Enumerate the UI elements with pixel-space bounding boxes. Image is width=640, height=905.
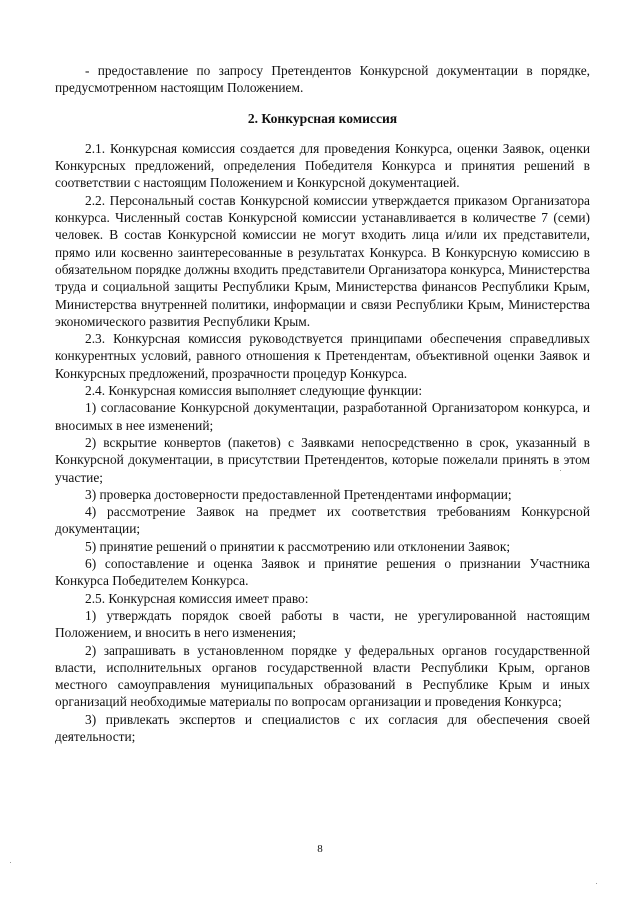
document-body [55, 62, 590, 745]
list-item-2-5-1: 1) утверждать порядок своей работы в части, не урегулированной настоящим Положением, и вносить в него изменения; [55, 607, 590, 641]
paragraph-2-4: 2.4. Конкурсная комиссия выполняет следующие функции: [85, 383, 423, 399]
list-item-2-5-2: 2) запрашивать в установленном порядке у федеральных органов государственной власти, исполнительных органов государственной власти Республики Крым, органов местного самоуправления муниципальных образований в Республике Крым и иных организаций необходимые материалы по вопросам организации и проведения Конкурса; [55, 642, 590, 710]
list-item-2-5-3: 3) привлекать экспертов и специалистов с их согласия для обеспечения своей деятельности; [55, 711, 590, 744]
page-number: 8 [317, 843, 323, 855]
paragraph-2-2: 2.2. Персональный состав Конкурсной комиссии утверждается приказом Организатора конкурса. Численный состав Конкурсной комиссии устанавливается в количестве 7 (семи) человек. В состав Конкурсной комиссии не могут входить лица и/или их представители, прямо или косвенно заинтересованные в результатах Конкурса. В Конкурсную комиссию в обязательном порядке должны входить представители Организатора конкурса, Министерства труда и социальной защиты Республики Крым, Министерства финансов Республики Крым, Министерства внутренней политики, информации и связи Республики Крым, Министерства экономического развития Республики Крым. [55, 192, 590, 329]
list-item-2-4-4: 4) рассмотрение Заявок на предмет их соответствия требованиям Конкурсной документации; [55, 504, 590, 537]
paragraph-2-1: 2.1. Конкурсная комиссия создается для проведения Конкурса, оценки Заявок, оценки Конкурсных предложений, определения Победителя Конкурса и принятия решений в соответствии с настоящим Положением и Конкурсной документацией. [55, 140, 590, 191]
list-item-2-4-3: 3) проверка достоверности предоставленной Претендентами информации; [85, 486, 512, 502]
scan-speck [10, 862, 11, 863]
list-item-2-4-2: 2) вскрытие конвертов (пакетов) с Заявками непосредственно в срок, указанный в Конкурсной документации, в присутствии Претендентов, которые пожелали принять в этом участие; [55, 434, 590, 485]
paragraph-2-3: 2.3. Конкурсная комиссия руководствуется принципами обеспечения справедливых конкурентных условий, равного отношения к Претендентам, объективной оценки Заявок и Конкурсных предложений, прозрачности процедур Конкурса. [55, 331, 590, 381]
section-title: 2. Конкурсная комиссия [247, 110, 398, 126]
scan-speck [596, 883, 597, 884]
list-item-2-4-5: 5) принятие решений о принятии к рассмотрению или отклонении Заявок; [85, 538, 511, 554]
list-item-2-4-6: 6) сопоставление и оценка Заявок и принятие решения о признании Участника Конкурса Победителем Конкурса. [55, 556, 590, 589]
scan-speck [560, 470, 561, 471]
list-item-2-4-1: 1) согласование Конкурсной документации, разработанной Организатором конкурса, и вносимых в нее изменений; [55, 400, 590, 433]
intro-paragraph: - предоставление по запросу Претендентов Конкурсной документации в порядке, предусмотренном настоящим Положением. [55, 63, 590, 96]
paragraph-2-5: 2.5. Конкурсная комиссия имеет право: [85, 590, 309, 606]
